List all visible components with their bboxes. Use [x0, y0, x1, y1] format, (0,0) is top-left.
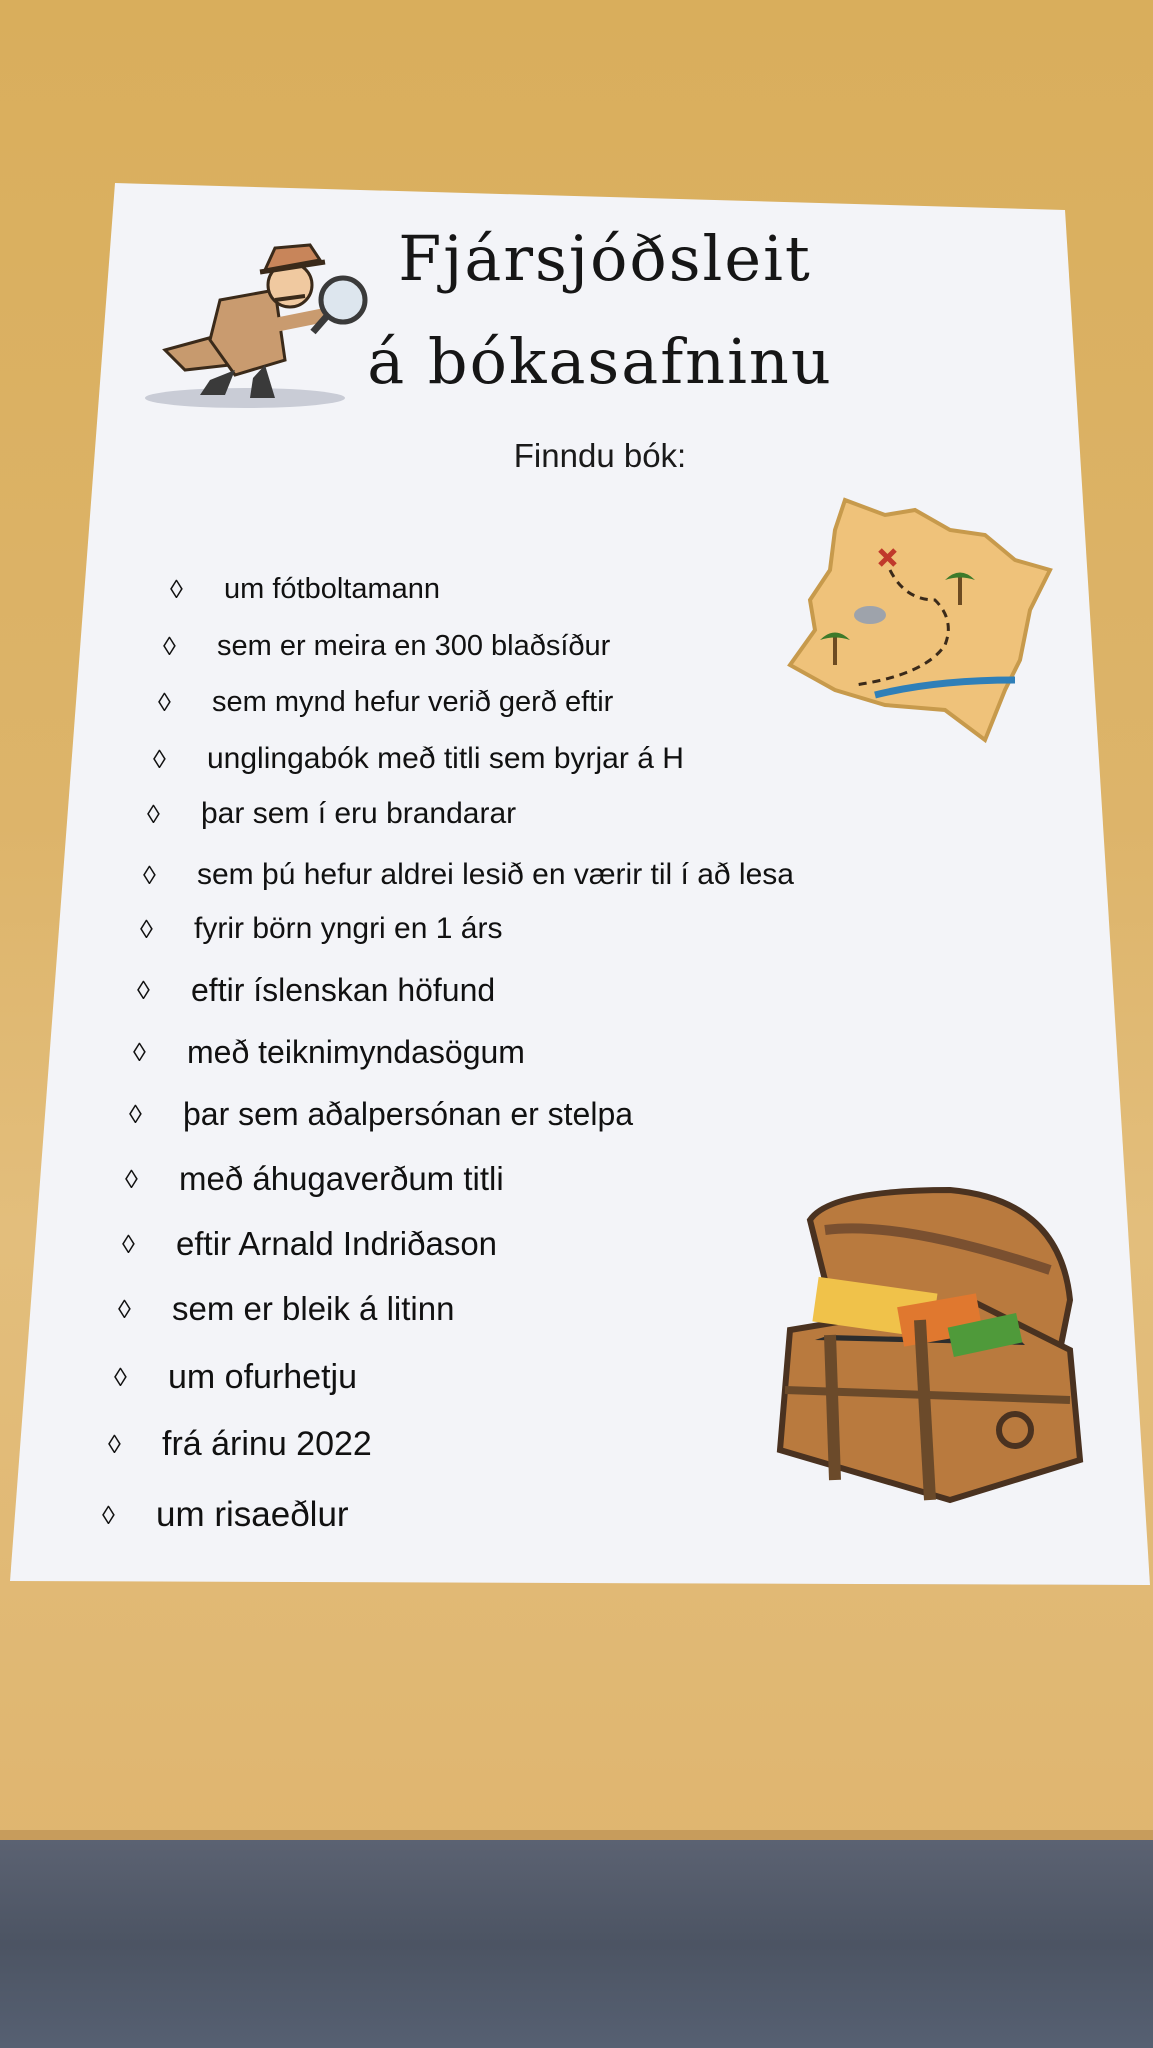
diamond-bullet-icon: ◊: [108, 1429, 121, 1459]
list-item: [137, 972, 495, 1009]
diamond-bullet-icon: ◊: [163, 631, 176, 661]
list-item: [114, 1358, 357, 1397]
page-title-line2: á bókasafninu: [367, 325, 833, 398]
list-item: [170, 573, 440, 606]
list-item: [147, 797, 516, 831]
list-item: [140, 912, 502, 946]
treasure-chest-icon: [770, 1180, 1085, 1520]
list-item: [129, 1096, 633, 1133]
list-item-text: um ofurhetju: [168, 1358, 357, 1396]
list-item: [158, 686, 613, 719]
list-item: [108, 1425, 372, 1464]
diamond-bullet-icon: ◊: [147, 798, 160, 829]
diamond-bullet-icon: ◊: [158, 687, 171, 717]
list-item: [133, 1034, 525, 1071]
list-item-text: eftir íslenskan höfund: [191, 972, 496, 1008]
list-item: [163, 630, 610, 663]
diamond-bullet-icon: ◊: [125, 1163, 138, 1194]
diamond-bullet-icon: ◊: [122, 1228, 135, 1259]
list-item-text: unglingabók með titli sem byrjar á H: [207, 742, 684, 775]
diamond-bullet-icon: ◊: [170, 574, 183, 604]
diamond-bullet-icon: ◊: [140, 913, 153, 944]
list-item: [102, 1495, 349, 1535]
list-item-text: sem mynd hefur verið gerð eftir: [212, 686, 614, 718]
list-item-text: sem er bleik á litinn: [172, 1290, 455, 1327]
list-item-text: fyrir börn yngri en 1 árs: [194, 912, 503, 945]
subtitle: Finndu bók:: [513, 437, 687, 474]
list-item-text: sem þú hefur aldrei lesið en værir til í að lesa: [197, 858, 794, 891]
list-item-text: sem er meira en 300 blaðsíður: [217, 630, 611, 662]
list-item-text: eftir Arnald Indriðason: [176, 1225, 498, 1262]
page-title-line1: Fjársjóðsleit: [398, 222, 812, 295]
floor: [0, 1840, 1153, 2048]
table-edge: [0, 1830, 1153, 1840]
list-item: [125, 1160, 504, 1198]
list-item-text: um risaeðlur: [156, 1495, 349, 1534]
list-item-text: um fótboltamann: [224, 573, 441, 605]
diamond-bullet-icon: ◊: [143, 859, 156, 890]
diamond-bullet-icon: ◊: [114, 1362, 127, 1392]
list-item: [118, 1290, 454, 1328]
diamond-bullet-icon: ◊: [153, 743, 166, 774]
list-item: [153, 742, 684, 776]
diamond-bullet-icon: ◊: [102, 1499, 115, 1530]
diamond-bullet-icon: ◊: [118, 1293, 131, 1324]
diamond-bullet-icon: ◊: [133, 1037, 146, 1067]
list-item-text: með teiknimyndasögum: [187, 1034, 525, 1070]
list-item-text: þar sem í eru brandarar: [201, 797, 517, 830]
list-item-text: frá árinu 2022: [162, 1425, 372, 1463]
list-item: [143, 858, 794, 892]
list-item-text: með áhugaverðum titli: [179, 1160, 504, 1197]
diamond-bullet-icon: ◊: [129, 1099, 142, 1129]
diamond-bullet-icon: ◊: [137, 975, 150, 1005]
list-item: [122, 1225, 497, 1263]
treasure-map-icon: [775, 490, 1060, 750]
list-item-text: þar sem aðalpersónan er stelpa: [183, 1096, 634, 1132]
detective-icon: [125, 230, 375, 410]
